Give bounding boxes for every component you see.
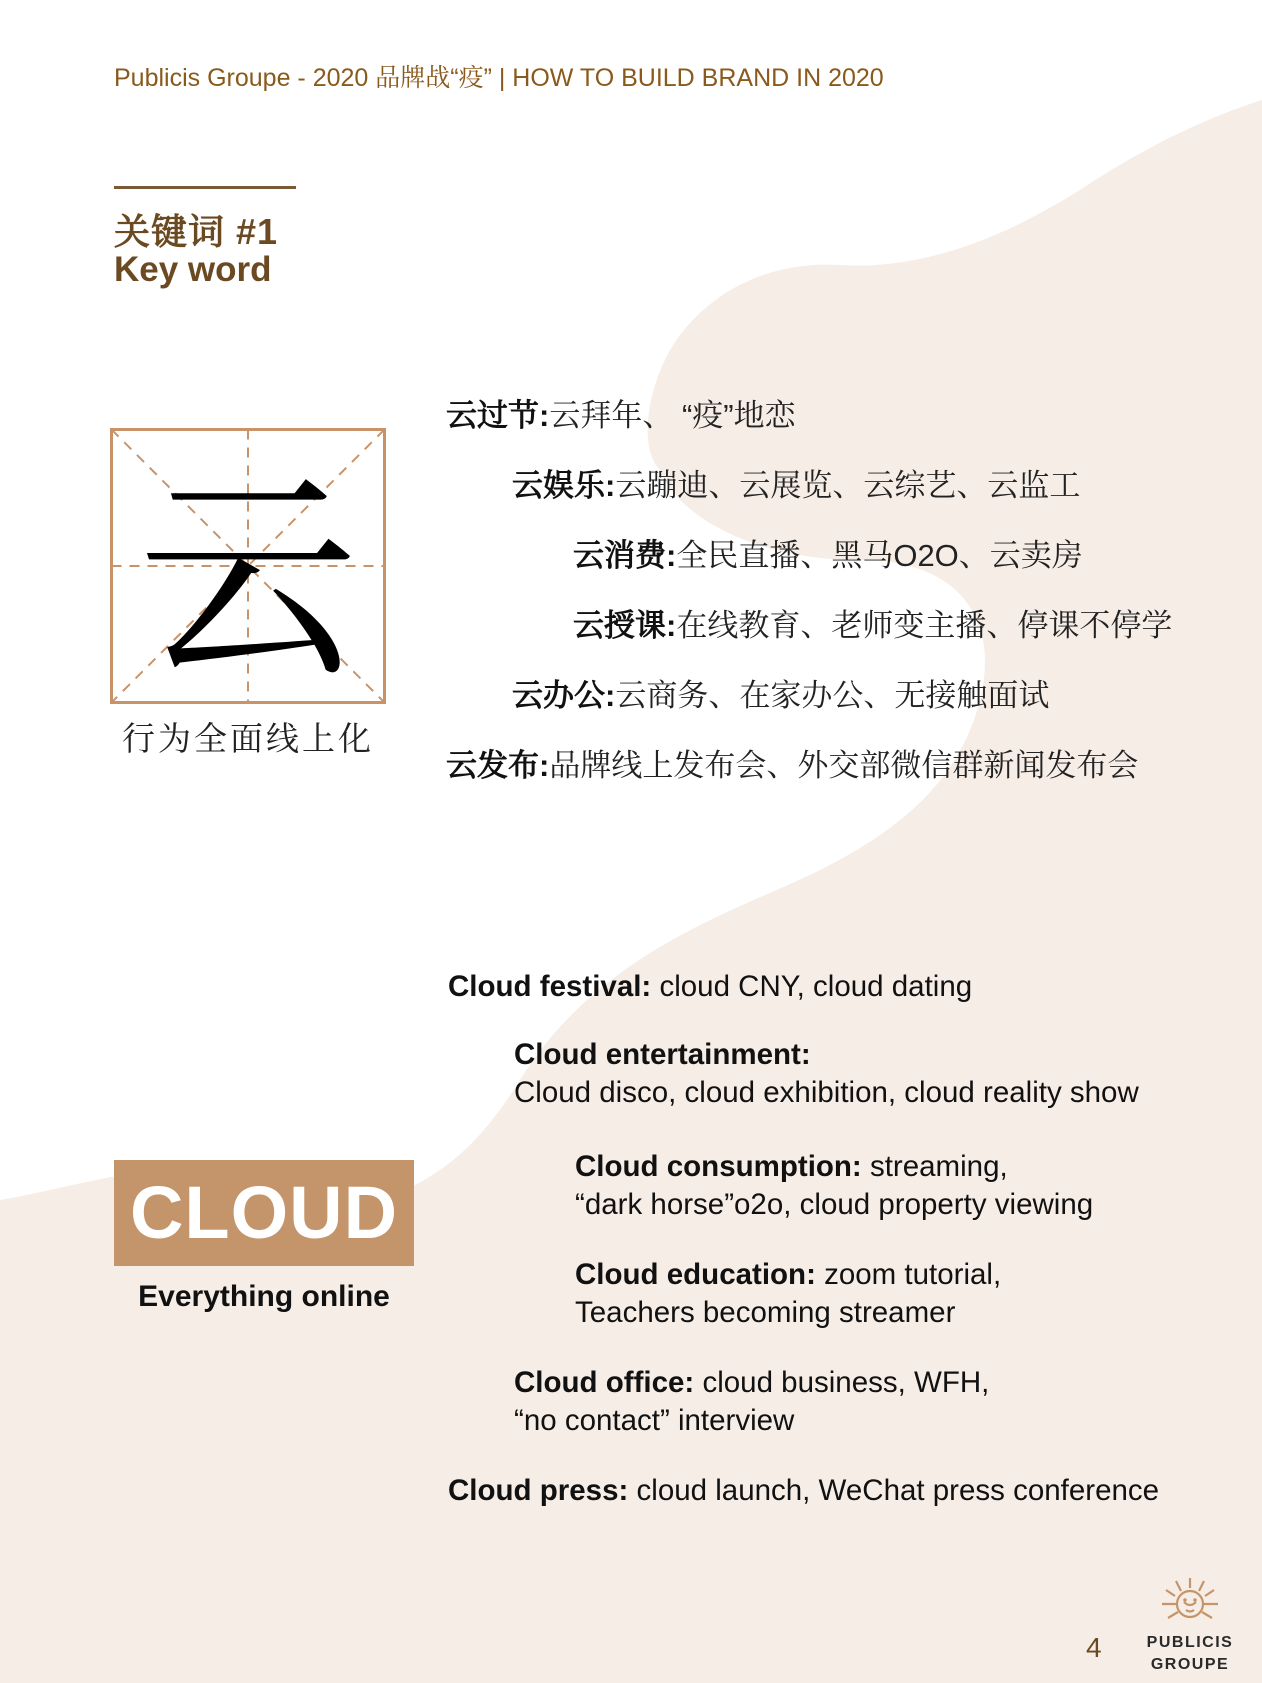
en-item	[448, 968, 972, 1006]
zh-item-label: 云发布:	[446, 748, 550, 783]
zh-item	[573, 530, 1083, 575]
zh-item-text: 云商务、在家办公、无接触面试	[615, 678, 1050, 713]
zh-item-label: 云过节:	[446, 398, 550, 433]
character-caption: 行为全面线上化	[122, 720, 374, 757]
zh-item-text: 云蹦迪、云展览、云综艺、云监工	[615, 468, 1081, 503]
en-item	[514, 1364, 989, 1440]
zh-item	[446, 390, 796, 435]
en-item-text: cloud business, WFH,	[694, 1366, 990, 1399]
zh-item	[573, 600, 1172, 645]
en-item-label: Cloud press:	[448, 1474, 629, 1507]
character-grid	[110, 428, 386, 704]
character-glyph: 云	[137, 452, 359, 704]
en-item-text: cloud CNY, cloud dating	[651, 970, 973, 1003]
keyword-title-zh: 关键词 #1	[114, 211, 279, 252]
en-item-text: “dark horse”o2o, cloud property viewing	[575, 1188, 1094, 1221]
en-item-label: Cloud office:	[514, 1366, 695, 1399]
en-item-text: “no contact” interview	[514, 1404, 795, 1437]
cloud-badge: CLOUD	[114, 1160, 414, 1266]
logo-text-line1: PUBLICIS	[1146, 1634, 1234, 1651]
page-number: 4	[1086, 1632, 1102, 1663]
en-item	[575, 1256, 1001, 1332]
keyword-rule	[114, 186, 296, 189]
zh-item-label: 云办公:	[512, 678, 616, 713]
zh-item	[446, 740, 1138, 785]
zh-item-label: 云授课:	[573, 608, 677, 643]
cloud-subtitle: Everything online	[138, 1280, 390, 1313]
en-item-text: streaming,	[861, 1150, 1008, 1183]
en-item-label: Cloud entertainment:	[514, 1038, 811, 1071]
zh-item	[512, 460, 1080, 505]
zh-item-text: 在线教育、老师变主播、停课不停学	[676, 608, 1173, 643]
en-item-text: cloud launch, WeChat press conference	[628, 1474, 1160, 1507]
logo-text-line2: GROUPE	[1150, 1656, 1230, 1673]
page-header: Publicis Groupe - 2020 品牌战“疫” | HOW TO BUILD BRAND IN 2020	[114, 64, 884, 92]
zh-item-label: 云消费:	[573, 538, 677, 573]
en-item-text: Cloud disco, cloud exhibition, cloud reality show	[514, 1076, 1139, 1109]
zh-item-label: 云娱乐:	[512, 468, 616, 503]
keyword-title-en: Key word	[114, 250, 272, 289]
publicis-logo	[1130, 1572, 1250, 1680]
en-item-label: Cloud education:	[575, 1258, 816, 1291]
en-item-text: zoom tutorial,	[815, 1258, 1002, 1291]
en-item-label: Cloud consumption:	[575, 1150, 862, 1183]
en-item	[448, 1472, 1159, 1510]
lion-icon	[1130, 1572, 1250, 1632]
zh-item-text: 品牌线上发布会、外交部微信群新闻发布会	[549, 748, 1139, 783]
zh-item-text: 全民直播、黑马O2O、云卖房	[676, 538, 1083, 573]
en-item	[575, 1148, 1093, 1224]
en-item	[514, 1036, 1139, 1112]
en-item-label: Cloud festival:	[448, 970, 652, 1003]
zh-item	[512, 670, 1049, 715]
zh-item-text: 云拜年、 “疫”地恋	[549, 398, 796, 433]
en-item-text: Teachers becoming streamer	[575, 1296, 956, 1329]
